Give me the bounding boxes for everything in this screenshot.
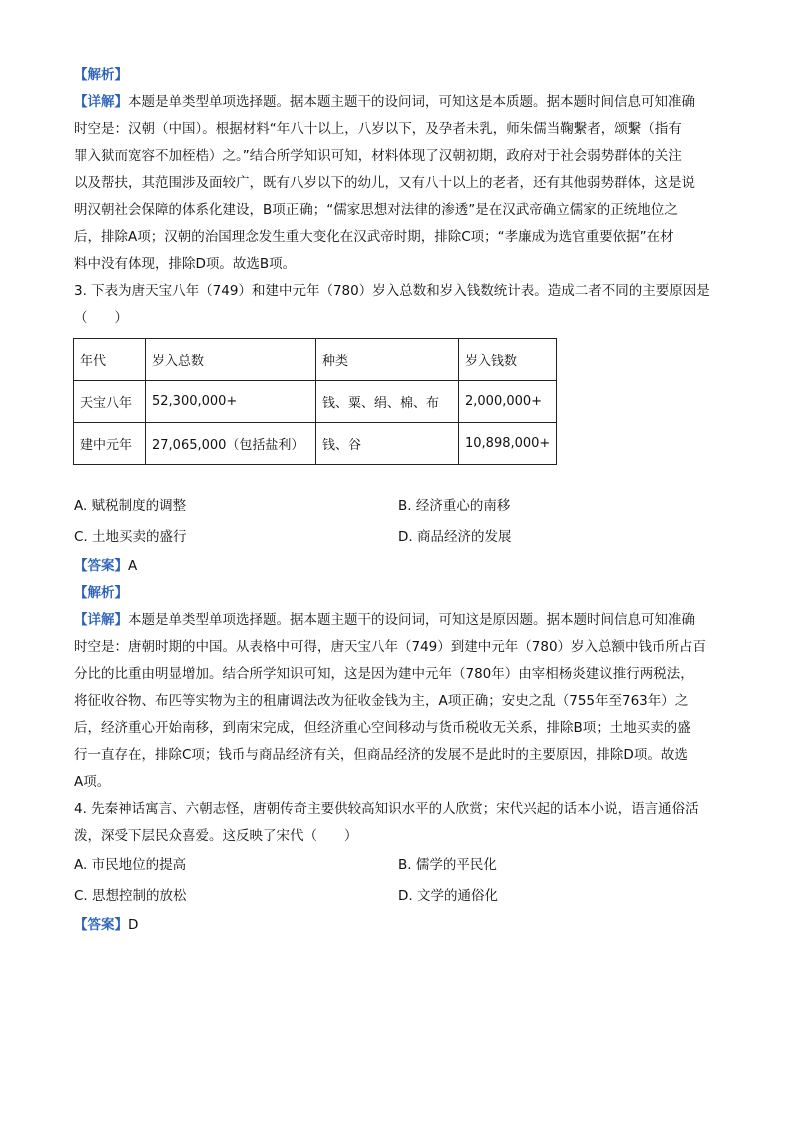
q2-analysis-heading: [74, 62, 724, 89]
q3-detail-line: 时空是：唐朝时期的中国。从表格中可得，唐天宝八年（749）到建中元年（780）岁入总额中钱币所占百: [74, 639, 707, 655]
table-header-row: [74, 339, 557, 381]
table-cell: 10,898,000+: [459, 423, 557, 465]
table-cell: 2,000,000+: [459, 381, 557, 423]
answer-label: 【答案】: [74, 917, 128, 933]
table-cell: 建中元年: [74, 423, 146, 465]
table-cell: 天宝八年: [74, 381, 146, 423]
q2-detail-line: 后，排除A项；汉朝的治国理念发生重大变化在汉武帝时期，排除C项；“孝廉成为选官重要依据”在材: [74, 229, 674, 245]
q4-stem: 泼，深受下层民众喜爱。这反映了宋代（ ）: [74, 828, 358, 844]
q3-options-row: [74, 522, 724, 553]
q3-detail-line: A项。: [74, 774, 111, 790]
q3-answer: [74, 553, 724, 580]
q3-stem-bracket: （ ）: [74, 310, 128, 326]
option-d[interactable]: D. 文学的通俗化: [398, 888, 498, 904]
q3-options-row: [74, 491, 724, 522]
q2-detail-line: 罪入狱而宽容不加桎梏）之。”结合所学知识可知，材料体现了汉朝初期，政府对于社会弱势群体的关注: [74, 148, 682, 164]
table-row: [74, 381, 557, 423]
table-cell: 27,065,000（包括盐利）: [146, 423, 316, 465]
option-b[interactable]: B. 儒学的平民化: [398, 857, 497, 873]
analysis-label: 【解析】: [74, 585, 128, 601]
option-a[interactable]: A. 赋税制度的调整: [74, 498, 187, 514]
q3-detail-line: 行一直存在，排除C项；钱币与商品经济有关，但商品经济的发展不是此时的主要原因，排除D项。故选: [74, 747, 688, 763]
option-c[interactable]: C. 土地买卖的盛行: [74, 529, 187, 545]
q3-detail-line: 【详解】本题是单类型单项选择题。据本题主题干的设问词，可知这是原因题。据本题时间信息可知准确: [74, 612, 695, 628]
q3-analysis-heading: [74, 580, 724, 607]
q2-detail-line: 【详解】本题是单类型单项选择题。据本题主题干的设问词，可知这是本质题。据本题时间信息可知准确: [74, 94, 695, 110]
q2-detail-line: 料中没有体现，排除D项。故选B项。: [74, 256, 297, 272]
q4-options-row: [74, 850, 724, 881]
q4-options-row: [74, 881, 724, 912]
q3-detail-line: 后，经济重心开始南移，到南宋完成，但经济重心空间移动与货币税收无关系，排除B项；土地买卖的盛: [74, 720, 691, 736]
detail-label: 【详解】: [74, 94, 128, 110]
table-cell: 52,300,000+: [146, 381, 316, 423]
q2-detail-line: 明汉朝社会保障的体系化建设，B项正确；“儒家思想对法律的渗透”是在汉武帝确立儒家的正统地位之: [74, 202, 678, 218]
analysis-label: 【解析】: [74, 67, 128, 83]
table-header-cell: 岁入总数: [146, 339, 316, 381]
q4-answer: [74, 912, 724, 939]
table-header-cell: 种类: [316, 339, 459, 381]
q3-detail-line: 将征收谷物、布匹等实物为主的租庸调法改为征收金钱为主，A项正确；安史之乱（755年至763年）之: [74, 693, 689, 709]
table-header-cell: 年代: [74, 339, 146, 381]
q2-detail-line: 时空是：汉朝（中国）。根据材料“年八十以上，八岁以下，及孕者未乳，师朱儒当鞠繫者，颂繫（指有: [74, 121, 682, 137]
option-c[interactable]: C. 思想控制的放松: [74, 888, 187, 904]
answer-value: D: [128, 917, 139, 933]
q3-revenue-table: [73, 338, 557, 465]
table-header-cell: 岁入钱数: [459, 339, 557, 381]
table-cell: 钱、粟、绢、棉、布: [316, 381, 459, 423]
answer-label: 【答案】: [74, 558, 128, 574]
option-b[interactable]: B. 经济重心的南移: [398, 498, 511, 514]
q4-stem: 4. 先秦神话寓言、六朝志怪，唐朝传奇主要供较高知识水平的人欣赏；宋代兴起的话本小说，语言通俗活: [74, 801, 699, 817]
q3-detail-line: 分比的比重由明显增加。结合所学知识可知，这是因为建中元年（780年）由宰相杨炎建议推行两税法，: [74, 666, 694, 682]
document-page: [74, 62, 724, 939]
q3-stem: 3. 下表为唐天宝八年（749）和建中元年（780）岁入总数和岁入钱数统计表。造成二者不同的主要原因是: [74, 283, 710, 299]
q2-detail-line: 以及帮扶，其范围涉及面较广，既有八岁以下的幼儿，又有八十以上的老者，还有其他弱势群体，这是说: [74, 175, 695, 191]
table-row: [74, 423, 557, 465]
detail-label: 【详解】: [74, 612, 128, 628]
table-cell: 钱、谷: [316, 423, 459, 465]
answer-value: A: [128, 558, 138, 574]
option-d[interactable]: D. 商品经济的发展: [398, 529, 512, 545]
option-a[interactable]: A. 市民地位的提高: [74, 857, 187, 873]
